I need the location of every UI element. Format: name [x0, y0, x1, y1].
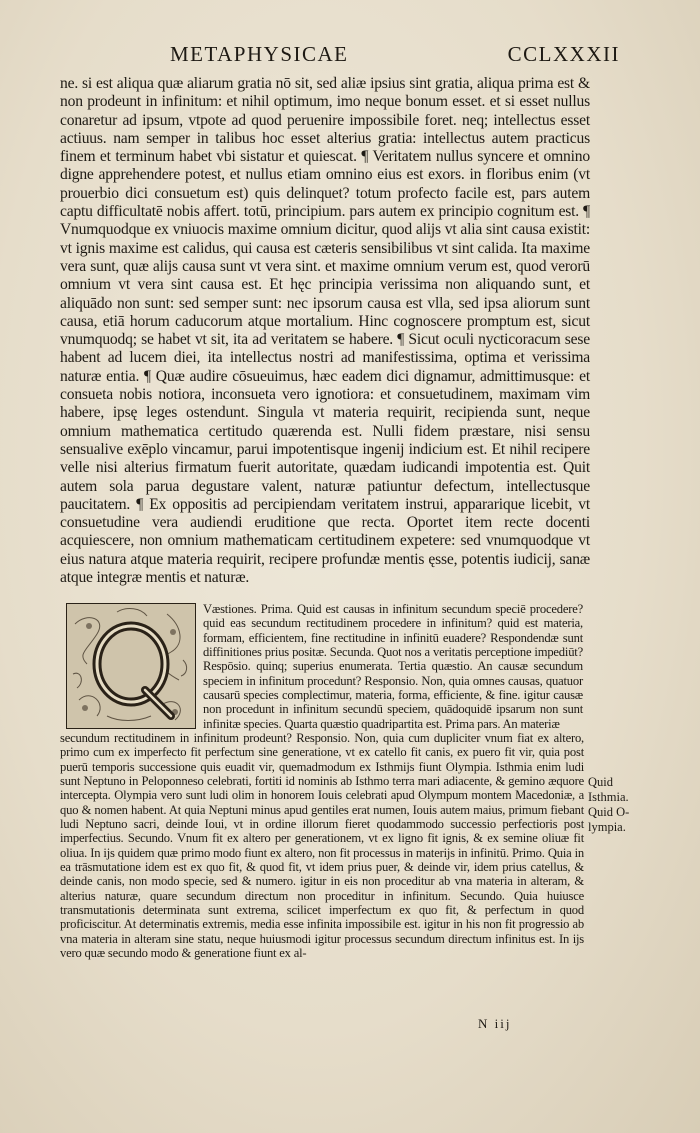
main-text-paragraph: ne. si est aliqua quæ aliarum gratia nō sit, sed aliæ ipsius sint gratia, aliqua prima est & non prodeunt in infinitum: et nihil optimum, imo neque bonum esset. et si esset nullus conaretur ad ipsum, vtpote ad quod peruenire impossibile foret. neq; intellectus esset actiuus. nam semper in talibus hoc esset alterius gratia: intellectus autem practicus finem et terminum habet vbi sistatur et quiescat. ¶ Veritatem nullus syncere et omnino digne apprehendere potest, et nullus etiam omnino eius est exors. in floribus enim (vt prouerbio dici consuetum est) quis delinquet? totum profecto facile est, pars autem captu difficultatē nobis affert. totū, principium. pars autem ex principio cognitum est. ¶ Vnumquodque ex vniuocis maxime omnium dicitur, quod alijs vt alia sint causa existit: vt ignis maxime est calidus, qui causa est cæteris sensibilibus vt sint calida. Ita maxime vera sunt, quæ alijs causa sunt vt vera sint. et maxime omnium verum est, quod verorū omnium vt vera sint causa est. Et hęc principia verissima non aliquando sunt, et aliquādo non sunt: sed semper sunt: nec ipsorum causa est vlla, sed ipsa aliorum sunt causa, etiā horum caducorum atque mortalium. Hinc cognoscere promptum est, sicut vnumquodq; se habet vt sit, ita ad veritatem se habere. ¶ Sicut oculi nycticoracum sese habent ad lucem diei, ita intellectus nostri ad manifestissima, optima et verissima naturæ entia. ¶ Quæ audire cōsueuimus, hæc eadem dici dignamur, admittimusque: et consueta nobis notiora, inconsueta vero ignotiora: et consuetudinem, maximam vim habere, ipsę leges ostendunt. Singula vt materia requirit, recipienda sunt, neque omnium mathematica certitudo quærenda est. Nulli fidem præstare, nisi sensu sensualive exēplo vincamur, parui impotentisque ingenij indicium est. Et nihil recipere velle nisi alterius firmatum fuerit autoritate, quædam iudicandi impotentia est. Quit autem sola parua degustare valent, naturæ patiuntur defectum, intellectusque paucitatem. ¶ Ex oppositis ad percipiendam veritatem instrui, appararique licebit, vt consuetudine vera audiendi eruditione que recta. Oportet item recte docenti acquiescere, non omnium mathematicam certitudinem expetere: sed vnumquodque vt eius natura atque materia requirit, recipere profundæ mentis ęsse, potentis iudicij, sanæ atque integræ mentis et naturæ.	[60, 75, 590, 587]
main-text-block	[60, 75, 590, 587]
decorated-initial-woodcut	[66, 603, 196, 729]
lower-text-paragraph: secundum rectitudinem in infinitum prodeunt? Responsio. Non, quia cum dupliciter vnum fiat ex altero, primo cum ex imperfecto fit perfectum sine generatione, vt ex catello fit canis, ex puero fit vir, quia post puerū temporis successione quis euadit vir, quemadmodum ex Isthmijs fiunt Olympia. Isthmia enim ludi sunt Neptuno in Peloponneso celebrati, fortiti id nominis ab Isthmo terra mari adiacente, & gemino æquore intercepta. Olympia vero sunt ludi olim in honorem Iouis celebrati apud Olympum montem Macedoniæ, a quo & nomen habent. At quia Neptuni minus apud gentiles erat numen, Iouis autem maius, primum fiebant ludi Neptuno sacri, deinde Ioui, vt in ordine illorum fieret quodammodo successio perfectioris post imperfectius. Secundo. Vnum fit ex altero per generationem, vt ex ligno fit ignis, & ex semine oliuæ fit oliua. In ijs quidem quæ primo modo fiunt ex altero, non fit processus in materijs in infinitū. Primo. Quia in ea trāsmutatione idem est ex quo fit, & quod fit, vt idem prius puer, & deinde vir, idem prius catellus, & deinde canis, non modo specie, sed & numero. igitur in eis non proceditur ab vna materia in alteram, & alterius naturæ, quare secundum directum non proceditur in infinitum. Secundo. Quia huiusce transmutationis determinata sunt extrema, scilicet imperfectum ex quo fit, & perfectum in quod proficiscitur. At determinatis extremis, media esse infinita impossibile est. igitur in his non fit progressio ab vna materia in alteram sine statu, neque huiusmodi igitur processus secundum directum infinitus est. In ijs vero quæ secundo modo & generatione fiunt ex al-	[60, 731, 584, 961]
decorated-initial-q-icon	[67, 604, 195, 728]
running-head	[150, 40, 620, 72]
marginal-note	[588, 775, 652, 835]
running-title: METAPHYSICAE	[170, 42, 349, 66]
questions-paragraph: Væstiones. Prima. Quid est causas in infinitum secundum speciē procedere? quid eas secundum rectitudinem procedere in infinitum? quid est materia, formam, efficientem, fine rectitudine in infinitū euadere? Respondendæ sunt diffinitiones prius positæ. Secunda. Quot nos a veritatis perceptione impediūt? Respōsio. quinq; superius enumerata. Tertia quæstio. An causæ secundum speciem in infinitum procedunt? Responsio. Non, quia omnes causas, quatuor causarū species complectimur, materia, forma, efficiente, & fine. igitur causæ non procedunt in infinitum secundū speciem, quādoquidē ipsarum non sunt infinitæ species. Quarta quæstio quadripartita est. Prima pars. An materiæ	[203, 602, 583, 731]
folio-number: CCLXXXII	[507, 42, 620, 66]
marginal-note-line: Quid	[588, 775, 613, 789]
marginal-note-line: Isthmia.	[588, 790, 629, 804]
marginal-note-line: lympia.	[588, 820, 626, 834]
questions-text-block	[203, 602, 583, 731]
signature-mark: N iij	[478, 1016, 512, 1031]
lower-text-block	[60, 731, 584, 961]
marginal-note-line: Quid O-	[588, 805, 630, 819]
